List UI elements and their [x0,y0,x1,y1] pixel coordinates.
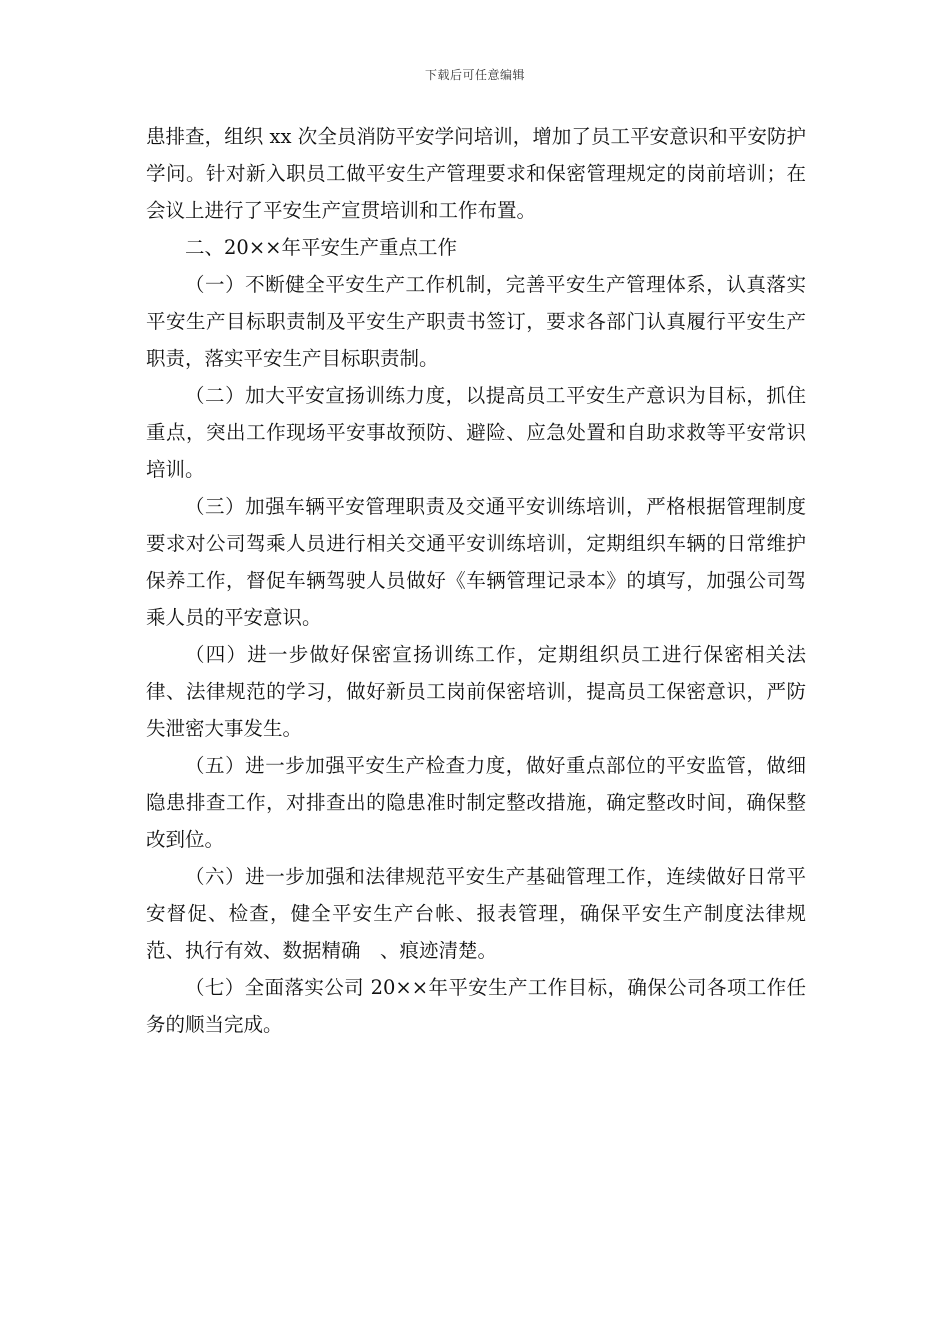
paragraph-item-3: （三）加强车辆平安管理职责及交通平安训练培训，严格根据管理制度要求对公司驾乘人员进行相关交通平安训练培训，定期组织车辆的日常维护保养工作，督促车辆驾驶人员做好《车辆管理记录本》的填写，加强公司驾乘人员的平安意识。 [146,495,806,629]
section-heading: 二、20××年平安生产重点工作 [185,236,457,259]
paragraph-item-2: （二）加大平安宣扬训练力度，以提高员工平安生产意识为目标，抓住重点，突出工作现场平安事故预防、避险、应急处置和自助求救等平安常识培训。 [146,384,806,481]
page-header: 下载后可任意编辑 [424,68,525,82]
paragraph-item-6: （六）进一步加强和法律规范平安生产基础管理工作，连续做好日常平安督促、检查，健全平安生产台帐、报表管理，确保平安生产制度法律规范、执行有效、数据精确 、痕迹清楚。 [146,865,806,962]
document-body [146,118,806,1043]
paragraph-item-4: （四）进一步做好保密宣扬训练工作，定期组织员工进行保密相关法律、法律规范的学习，做好新员工岗前保密培训，提高员工保密意识，严防失泄密大事发生。 [146,643,806,740]
paragraph-item-1: （一）不断健全平安生产工作机制，完善平安生产管理体系，认真落实平安生产目标职责制及平安生产职责书签订，要求各部门认真履行平安生产职责，落实平安生产目标职责制。 [146,273,806,370]
paragraph-item-5: （五）进一步加强平安生产检查力度，做好重点部位的平安监管，做细隐患排查工作，对排查出的隐患准时制定整改措施，确定整改时间，确保整改到位。 [146,754,806,851]
paragraph-item-7: （七）全面落实公司 20××年平安生产工作目标，确保公司各项工作任务的顺当完成。 [146,976,806,1036]
paragraph-continuation: 患排查，组织 xx 次全员消防平安学问培训，增加了员工平安意识和平安防护学问。针对新入职员工做平安生产管理要求和保密管理规定的岗前培训；在会议上进行了平安生产宣贯培训和工作布置。 [146,125,806,222]
